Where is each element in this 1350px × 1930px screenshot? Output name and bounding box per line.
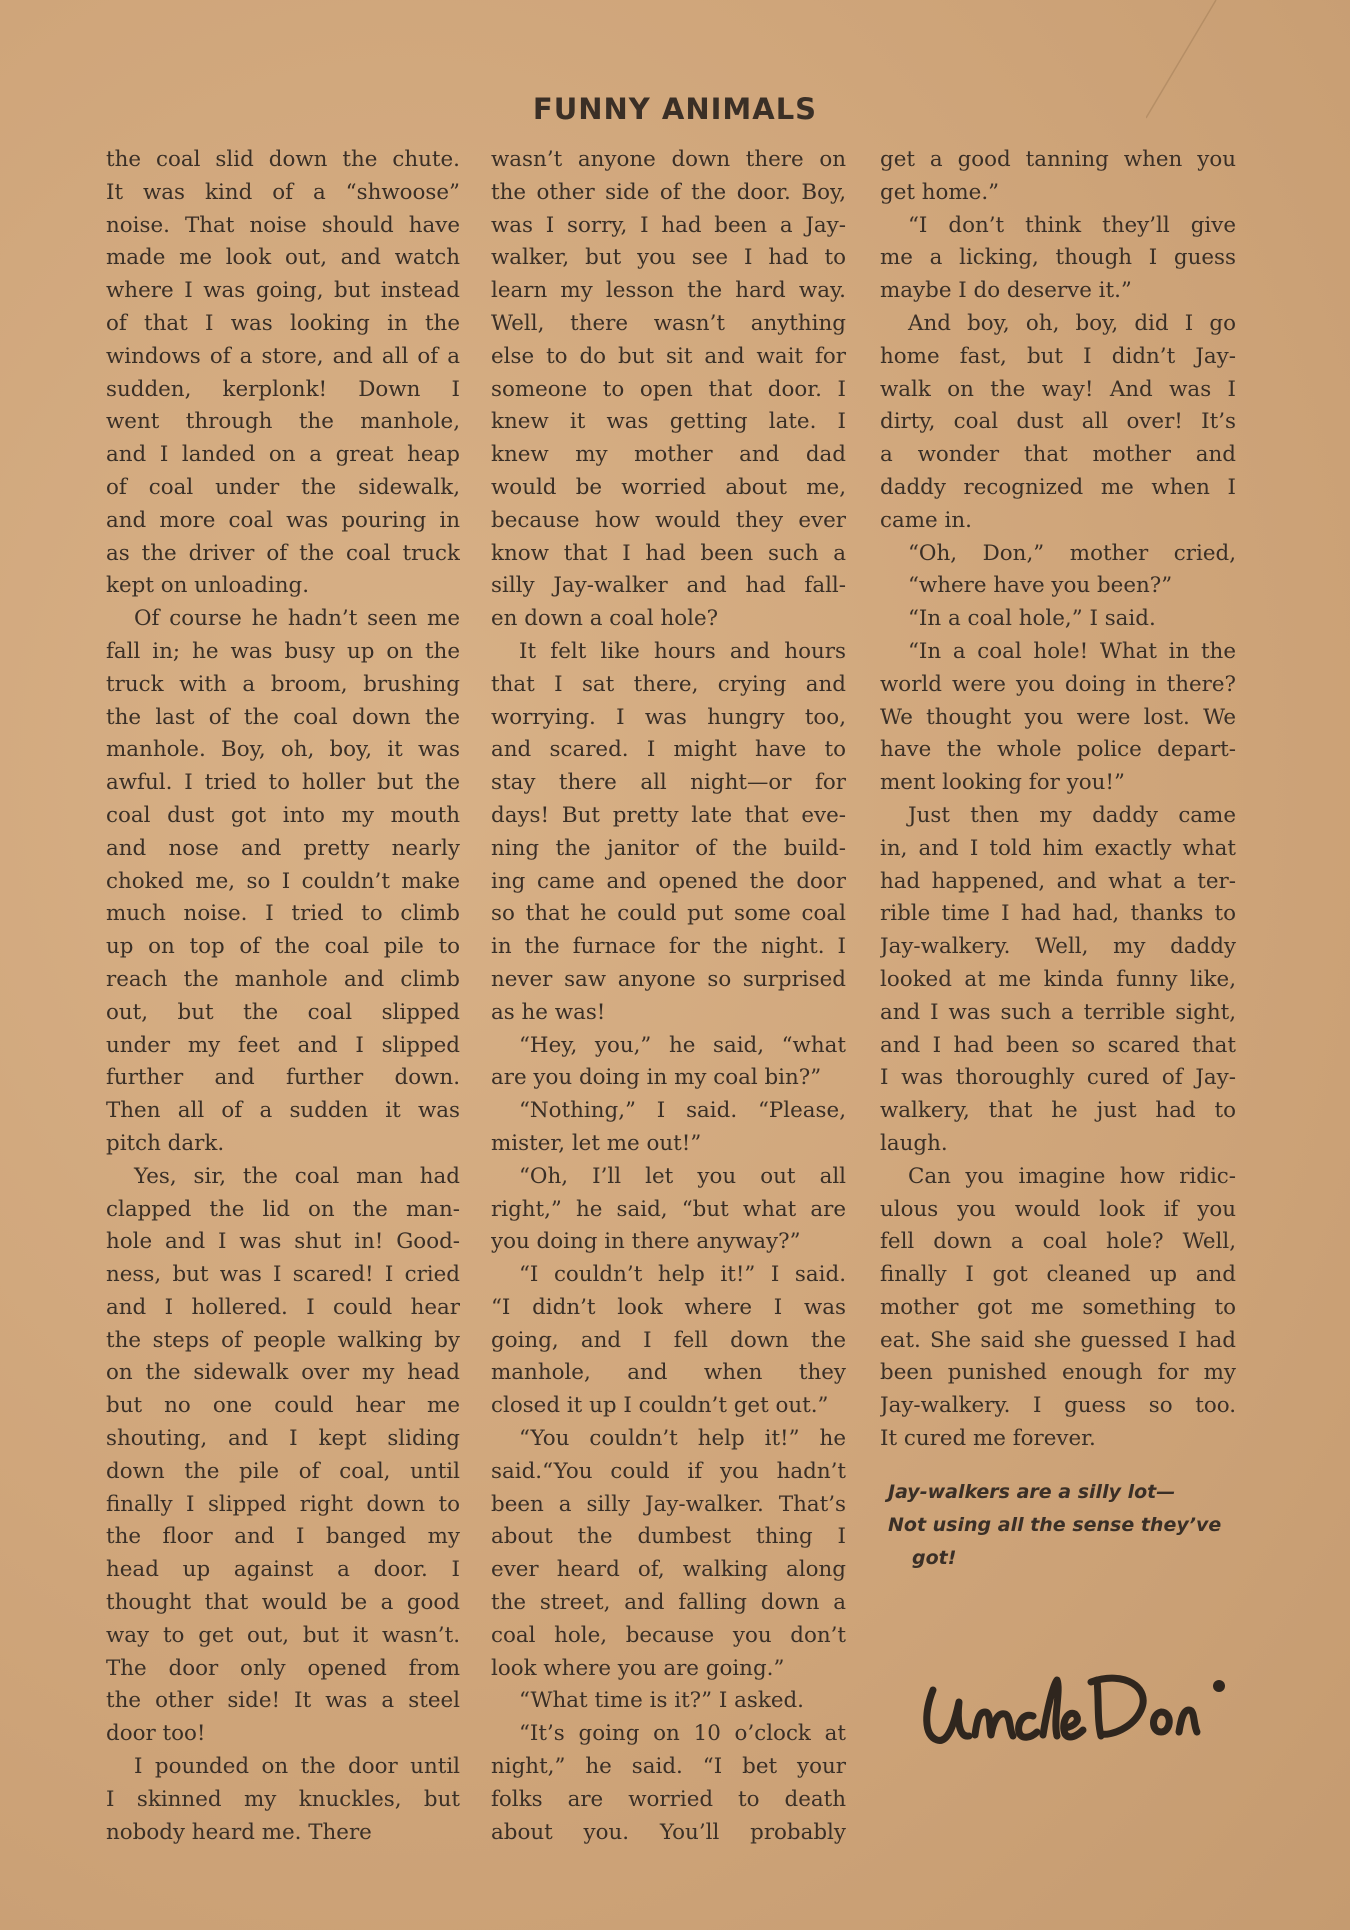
text-line: manhole. Boy, oh, boy, it was [106,737,460,763]
text-line: get a good tanning when you [880,147,1236,172]
text-line: stay there all night—or for [491,770,846,796]
text-line: where I was going, but instead [106,278,460,304]
text-line: fall in; he was busy up on the [106,638,460,664]
text-line: going, and I fell down the [491,1327,846,1353]
text-line: said.“You could if you hadn’t [491,1458,846,1484]
text-line: and I landed on a great heap [106,442,460,468]
text-line: mother got me something to [880,1294,1236,1320]
text-line: wasn’t anyone down there on [491,147,846,172]
text-line: a wonder that mother and [880,442,1236,468]
text-line: as the driver of the coal truck [106,540,460,566]
text-line: thought that would be a good [106,1590,460,1616]
text-line: knew my mother and dad [491,442,846,468]
text-line: I was thoroughly cured of Jay- [880,1065,1236,1091]
text-line: night,” he said. “I bet your [491,1754,846,1780]
text-line: “In a coal hole! What in the [908,638,1236,664]
text-line: I skinned my knuckles, but [106,1786,460,1812]
text-line: in the furnace for the night. I [491,934,846,960]
text-line: Then all of a sudden it was [106,1098,460,1124]
text-line: choked me, so I couldn’t make [106,868,460,894]
text-line: went through the manhole, [106,409,460,435]
text-line: so that he could put some coal [491,901,846,927]
text-column-1 [106,144,460,1849]
text-line: ing came and opened the door [491,868,846,894]
text-line: made me look out, and watch [106,245,460,271]
text-line: It was kind of a “shwoose” [106,179,460,205]
text-line: “What time is it?” I asked. [519,1688,804,1714]
text-line: look where you are going.” [491,1655,785,1681]
text-line: mister, let me out!” [491,1130,702,1156]
text-line: of that I was looking in the [106,310,460,336]
text-line: never saw anyone so surprised [491,966,846,992]
text-line: “I don’t think they’ll give [908,212,1236,238]
moral-line: Not using all the sense they’ve [888,1514,1222,1536]
text-line: the street, and falling down a [491,1590,846,1616]
text-line: kept on unloading. [106,573,309,599]
moral-line: got! [912,1547,957,1569]
text-line: walkery, that he just had to [880,1098,1236,1124]
text-line: And boy, oh, boy, did I go [908,310,1236,336]
text-line: “Nothing,” I said. “Please, [519,1098,846,1124]
text-line: and I had been so scared that [880,1032,1236,1058]
text-line: up on top of the coal pile to [106,934,460,960]
text-line: have the whole police depart- [880,737,1236,763]
text-line: me a licking, though I guess [880,245,1236,271]
text-line: came in. [880,507,972,533]
text-line: and more coal was pouring in [106,507,460,533]
text-line: “Oh, Don,” mother cried, [908,540,1236,566]
text-line: you doing in there anyway?” [491,1229,801,1255]
text-line: dirty, coal dust all over! It’s [880,409,1236,435]
text-line: coal dust got into my mouth [106,802,460,828]
text-line: pitch dark. [106,1130,225,1156]
text-line: I pounded on the door until [134,1754,460,1780]
text-column-3 [880,144,1236,1456]
text-line: awful. I tried to holler but the [106,770,460,796]
page-header: FUNNY ANIMALS [532,92,818,126]
text-line: the steps of people walking by [106,1327,460,1353]
text-line: world were you doing in there? [880,671,1236,697]
text-line: “I didn’t look where I was [491,1294,846,1320]
text-line: and nose and pretty nearly [106,835,460,861]
text-line: maybe I do deserve it.” [880,278,1132,304]
text-line: coal hole, because you don’t [491,1622,846,1648]
text-line: further and further down. [106,1065,460,1091]
text-line: silly Jay-walker and had fall- [491,573,846,599]
text-line: much noise. I tried to climb [106,901,460,927]
text-line: the other side of the door. Boy, [491,179,846,205]
text-line: noise. That noise should have [106,212,460,238]
text-line: door too! [106,1721,206,1747]
text-line: are you doing in my coal bin?” [491,1065,822,1091]
text-line: of coal under the sidewalk, [106,474,460,500]
text-line: and I was such a terrible sight, [880,999,1236,1025]
text-column-2 [491,144,846,1849]
text-line: the last of the coal down the [106,704,460,730]
text-line: had happened, and what a ter- [880,868,1236,894]
text-line: Can you imagine how ridic- [908,1163,1236,1189]
text-line: been punished enough for my [880,1360,1236,1386]
text-line: eat. She said she guessed I had [880,1327,1236,1353]
text-line: ning the janitor of the build- [491,835,846,861]
text-line: and I hollered. I could hear [106,1294,460,1320]
text-line: about the dumbest thing I [491,1524,846,1550]
text-line: ness, but was I scared! I cried [106,1262,460,1288]
text-line: clapped the lid on the man- [106,1196,460,1222]
text-line: under my feet and I slipped [106,1032,460,1058]
text-line: about you. You’ll probably [491,1819,846,1845]
text-line: “Oh, I’ll let you out all [519,1163,846,1189]
text-line: ment looking for you!” [880,770,1125,796]
text-line: reach the manhole and climb [106,966,460,992]
text-line: and scared. I might have to [491,737,846,763]
text-line: worrying. I was hungry too, [491,704,846,730]
text-line: walker, but you see I had to [491,245,846,271]
text-line: ulous you would look if you [880,1196,1236,1222]
text-line: folks are worried to death [491,1786,846,1812]
text-line: learn my lesson the hard way. [491,278,846,304]
text-line: Yes, sir, the coal man had [134,1163,460,1189]
text-line: daddy recognized me when I [880,474,1236,500]
text-line: that I sat there, crying and [491,671,846,697]
text-line: closed it up I couldn’t get out.” [491,1393,829,1419]
text-line: walk on the way! And was I [880,376,1236,402]
text-line: It cured me forever. [880,1426,1096,1452]
text-line: laugh. [880,1130,948,1156]
text-line: Jay-walkery. I guess so too. [880,1393,1236,1419]
text-line: would be worried about me, [491,474,846,500]
text-line: someone to open that door. I [491,376,846,402]
text-line: on the sidewalk over my head [106,1360,460,1386]
text-line: out, but the coal slipped [106,999,460,1025]
text-line: the floor and I banged my [106,1524,460,1550]
text-line: looked at me kinda funny like, [880,966,1236,992]
text-line: “where have you been?” [908,573,1173,599]
text-line: finally I slipped right down to [106,1491,460,1517]
text-line: finally I got cleaned up and [880,1262,1236,1288]
text-line: We thought you were lost. We [880,704,1236,730]
text-line: Jay-walkery. Well, my daddy [880,934,1236,960]
text-line: sudden, kerplonk! Down I [106,376,460,402]
text-line: in, and I told him exactly what [880,835,1236,861]
text-line: “You couldn’t help it!” he [519,1426,846,1452]
text-line: hole and I was shut in! Good- [106,1229,460,1255]
text-line: truck with a broom, brushing [106,671,460,697]
text-line: Just then my daddy came [908,802,1236,828]
text-line: days! But pretty late that eve- [491,802,846,828]
text-line: but no one could hear me [106,1393,460,1419]
text-line: “Hey, you,” he said, “what [519,1032,846,1058]
text-line: fell down a coal hole? Well, [880,1229,1236,1255]
text-line: shouting, and I kept sliding [106,1426,460,1452]
text-line: It felt like hours and hours [519,638,846,664]
text-line: “It’s going on 10 o’clock at [519,1721,846,1747]
text-line: head up against a door. I [106,1557,460,1583]
text-line: home fast, but I didn’t Jay- [880,343,1236,369]
text-line: Of course he hadn’t seen me [134,606,460,632]
text-line: “In a coal hole,” I said. [908,606,1156,632]
text-line: was I sorry, I had been a Jay- [491,212,846,238]
text-line: Well, there wasn’t anything [491,310,846,336]
moral-line: Jay-walkers are a silly lot— [888,1481,1176,1503]
text-line: know that I had been such a [491,540,846,566]
text-line: nobody heard me. There [106,1819,372,1845]
text-line: manhole, and when they [491,1360,846,1386]
text-line: rible time I had had, thanks to [880,901,1236,927]
text-line: down the pile of coal, until [106,1458,460,1484]
text-line: been a silly Jay-walker. That’s [491,1491,846,1517]
text-line: way to get out, but it wasn’t. [106,1622,460,1648]
uncle-don-signature [915,1640,1235,1770]
text-line: else to do but sit and wait for [491,343,846,369]
text-line: en down a coal hole? [491,606,719,632]
text-line: “I couldn’t help it!” I said. [519,1262,846,1288]
text-line: get home.” [880,179,1000,205]
moral-verse [888,1476,1248,1575]
text-line: The door only opened from [106,1655,460,1681]
text-line: the coal slid down the chute. [106,147,460,172]
text-line: windows of a store, and all of a [106,343,460,369]
text-line: ever heard of, walking along [491,1557,846,1583]
text-line: knew it was getting late. I [491,409,846,435]
text-line: right,” he said, “but what are [491,1196,846,1222]
text-line: the other side! It was a steel [106,1688,460,1714]
text-line: because how would they ever [491,507,846,533]
text-line: as he was! [491,999,606,1025]
